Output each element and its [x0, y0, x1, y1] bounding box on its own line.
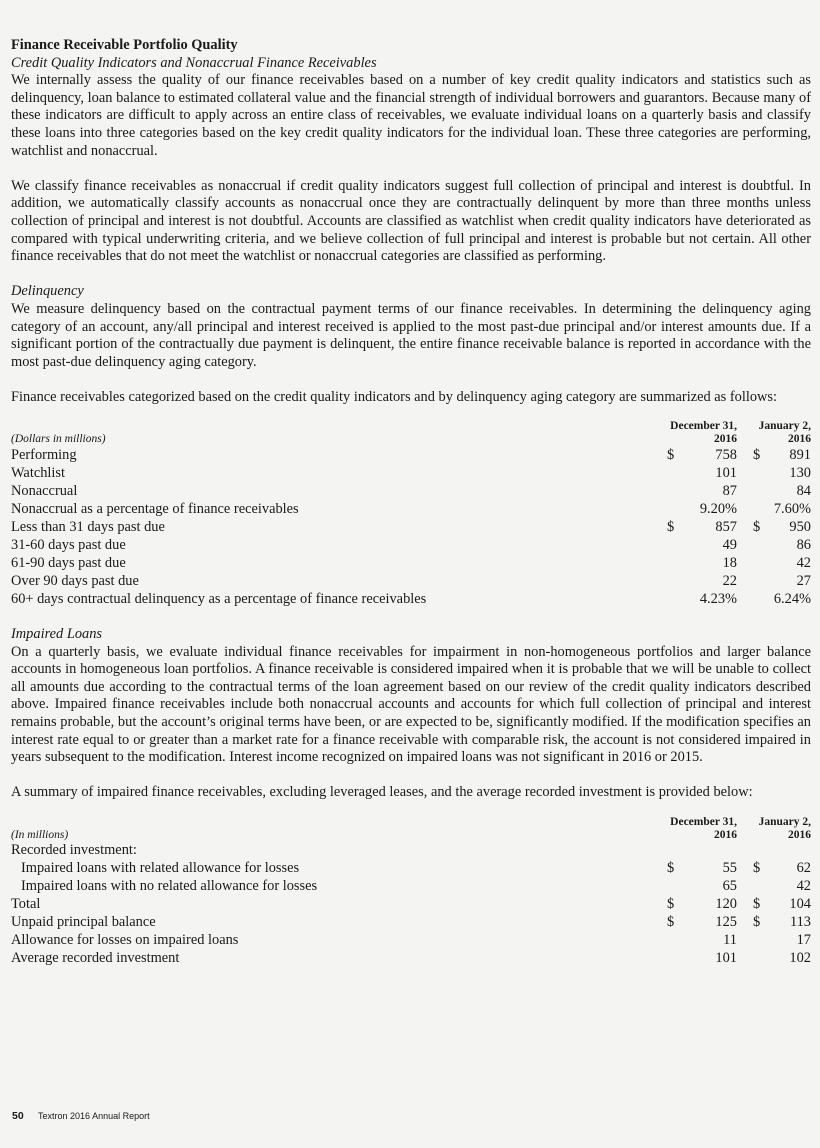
table-row [11, 932, 811, 950]
document-page [11, 37, 811, 968]
row-label: Impaired loans with no related allowance for losses [21, 878, 318, 895]
page-footer [12, 1108, 150, 1126]
currency-symbol [753, 536, 767, 554]
table-row [11, 554, 811, 572]
currency-symbol: $ [753, 896, 761, 913]
currency-symbol [753, 842, 767, 860]
row-label: 60+ days contractual delinquency as a percentage of finance receivables [11, 590, 427, 607]
subhead-impaired-loans: Impaired Loans [11, 626, 103, 643]
currency-symbol [753, 878, 767, 896]
table-row [11, 482, 811, 500]
value-jan-2016: 42 [796, 878, 811, 895]
currency-symbol [667, 590, 681, 608]
value-dec-2016: 4.23% [699, 590, 737, 607]
table-header-row [11, 420, 811, 433]
currency-symbol: $ [753, 518, 761, 535]
row-label: Unpaid principal balance [11, 914, 156, 931]
currency-symbol [753, 572, 767, 590]
paragraph-table1-intro: Finance receivables categorized based on the credit quality indicators and by delinquency aging category are summarized as follows: [11, 388, 778, 405]
table-units: (Dollars in millions) [11, 433, 106, 446]
row-label: Watchlist [11, 464, 65, 481]
currency-symbol: $ [753, 914, 761, 931]
paragraph-nonaccrual: We classify finance receivables as nonaccrual if credit quality indicators suggest full collection of principal and interest is doubtful. In addition, we automatically classify accounts as nonaccrual once they are contractually delinquent by more than three months unless collection of principal and interest is not doubtful. Accounts are classified as watchlist when credit quality indicators have deteriorated as compared with typical underwriting criteria, and we believe collection of full principal and interest is probable but not certain. All other finance receivables that do not meet the watchlist or nonaccrual categories are classified as performing. [11, 177, 811, 265]
value-dec-2016: 101 [715, 950, 737, 967]
value-jan-2016: 42 [796, 554, 811, 571]
currency-symbol [667, 932, 681, 950]
currency-symbol: $ [667, 896, 675, 913]
currency-symbol: $ [667, 446, 675, 463]
subhead-credit-quality: Credit Quality Indicators and Nonaccrual Finance Receivables [11, 54, 377, 71]
column-header-dec: December 31, [670, 816, 737, 828]
row-label: Nonaccrual [11, 482, 78, 499]
currency-symbol [667, 950, 681, 968]
table-header-row: (Dollars in millions) 2016 2016 [11, 433, 811, 446]
currency-symbol [667, 572, 681, 590]
table-row [11, 464, 811, 482]
value-jan-2016: 84 [796, 482, 811, 499]
value-dec-2016: 87 [722, 482, 737, 499]
value-jan-2016: 86 [796, 536, 811, 553]
row-label: 31-60 days past due [11, 536, 126, 553]
currency-symbol: $ [667, 914, 675, 931]
value-jan-2016: 7.60% [773, 500, 811, 517]
column-header-jan: January 2, [758, 420, 811, 433]
value-jan-2016: 27 [796, 572, 811, 589]
value-dec-2016: 857 [715, 518, 737, 535]
value-jan-2016: 130 [789, 464, 811, 481]
row-label: Performing [11, 446, 77, 463]
row-label: Nonaccrual as a percentage of finance receivables [11, 500, 299, 517]
currency-symbol [753, 950, 767, 968]
value-jan-2016: 891 [789, 446, 811, 463]
currency-symbol [753, 590, 767, 608]
value-dec-2016 [681, 842, 737, 860]
row-label: Total [11, 896, 41, 913]
table-row [11, 500, 811, 518]
paragraph-impaired-loans: On a quarterly basis, we evaluate individual finance receivables for impairment in non-homogeneous portfolios and larger balance accounts in homogeneous loan portfolios. A finance receivable is considered impaired when it is probable that we will be unable to collect all amounts due according to the contractual terms of the loan agreement based on our review of the credit quality indicators described above. Impaired finance receivables include both nonaccrual accounts and accounts for which full collection of principal and interest remains probable, but the account’s original terms have been, or are expected to be, significantly modified. If the modification specifies an interest rate equal to or greater than a market rate for a finance receivable with comparable risk, the account is not considered impaired in years subsequent to the modification. Interest income recognized on impaired loans was not significant in 2016 or 2015. [11, 643, 811, 766]
value-dec-2016: 49 [722, 536, 737, 553]
table-row [11, 860, 811, 878]
value-jan-2016: 104 [789, 896, 811, 913]
table-row [11, 446, 811, 464]
currency-symbol [667, 842, 681, 860]
currency-symbol [753, 482, 767, 500]
value-dec-2016: 758 [715, 446, 737, 463]
currency-symbol: $ [753, 446, 761, 463]
currency-symbol [667, 536, 681, 554]
table-row [11, 590, 811, 608]
row-label: Less than 31 days past due [11, 518, 165, 535]
currency-symbol [667, 554, 681, 572]
table-row [11, 536, 811, 554]
table-header-row: (In millions) 2016 2016 [11, 829, 811, 841]
paragraph-table2-intro: A summary of impaired finance receivables, excluding leveraged leases, and the average recorded investment is provided below: [11, 784, 753, 801]
table-row [11, 842, 811, 860]
table-row [11, 950, 811, 968]
value-dec-2016: 101 [715, 464, 737, 481]
table-row [11, 518, 811, 536]
paragraph-credit-quality: We internally assess the quality of our finance receivables based on a number of key credit quality indicators and statistics such as delinquency, loan balance to estimated collateral value and the financial strength of individual borrowers and guarantors. Because many of these indicators are difficult to apply across an entire class of receivables, we evaluate individual loans on a quarterly basis and classify these loans into three categories based on the key credit quality indicators for the individual loan. These three categories are performing, watchlist and nonaccrual. [11, 72, 811, 159]
value-jan-2016: 102 [789, 950, 811, 967]
value-dec-2016: 120 [715, 896, 737, 913]
value-jan-2016: 17 [796, 932, 811, 949]
row-label: Allowance for losses on impaired loans [11, 932, 239, 949]
currency-symbol: $ [667, 518, 675, 535]
section-title: Finance Receivable Portfolio Quality [11, 37, 238, 53]
row-label: Impaired loans with related allowance for losses [21, 860, 300, 877]
column-header-jan: January 2, [758, 816, 811, 828]
table-row [11, 914, 811, 932]
impaired-receivables-table [11, 816, 811, 968]
currency-symbol [667, 500, 681, 518]
paragraph-delinquency: We measure delinquency based on the contractual payment terms of our finance receivables. In determining the delinquency aging category of an account, any/all principal and interest received is applied to the most past-due principal and/or interest amounts due. If a significant portion of the contractually due payment is delinquent, the entire finance receivable balance is reported in accordance with the most past-due delinquency aging category. [11, 300, 811, 370]
value-jan-2016 [767, 842, 811, 860]
value-dec-2016: 11 [723, 932, 737, 949]
table-row [11, 878, 811, 896]
value-jan-2016: 62 [796, 860, 811, 877]
value-dec-2016: 22 [722, 572, 737, 589]
finance-receivables-table [11, 420, 811, 608]
currency-symbol [753, 464, 767, 482]
table-units: (In millions) [11, 829, 69, 841]
value-dec-2016: 18 [722, 554, 737, 571]
value-dec-2016: 55 [722, 860, 737, 877]
currency-symbol [753, 500, 767, 518]
report-name: Textron 2016 Annual Report [38, 1111, 150, 1121]
table-header-row [11, 816, 811, 829]
page-number: 50 [12, 1110, 24, 1122]
currency-symbol [753, 554, 767, 572]
row-label: Recorded investment: [11, 842, 137, 859]
value-dec-2016: 65 [722, 878, 737, 895]
currency-symbol [667, 878, 681, 896]
value-dec-2016: 9.20% [699, 500, 737, 517]
currency-symbol: $ [753, 860, 761, 877]
row-label: Over 90 days past due [11, 572, 139, 589]
currency-symbol: $ [667, 860, 675, 877]
value-jan-2016: 6.24% [773, 590, 811, 607]
currency-symbol [753, 932, 767, 950]
row-label: Average recorded investment [11, 950, 180, 967]
currency-symbol [667, 464, 681, 482]
subhead-delinquency: Delinquency [11, 283, 84, 300]
value-dec-2016: 125 [715, 914, 737, 931]
value-jan-2016: 950 [789, 518, 811, 535]
value-jan-2016: 113 [789, 914, 811, 931]
row-label: 61-90 days past due [11, 554, 126, 571]
currency-symbol [667, 482, 681, 500]
table-row [11, 572, 811, 590]
table-row [11, 896, 811, 914]
column-header-dec: December 31, [670, 420, 737, 433]
